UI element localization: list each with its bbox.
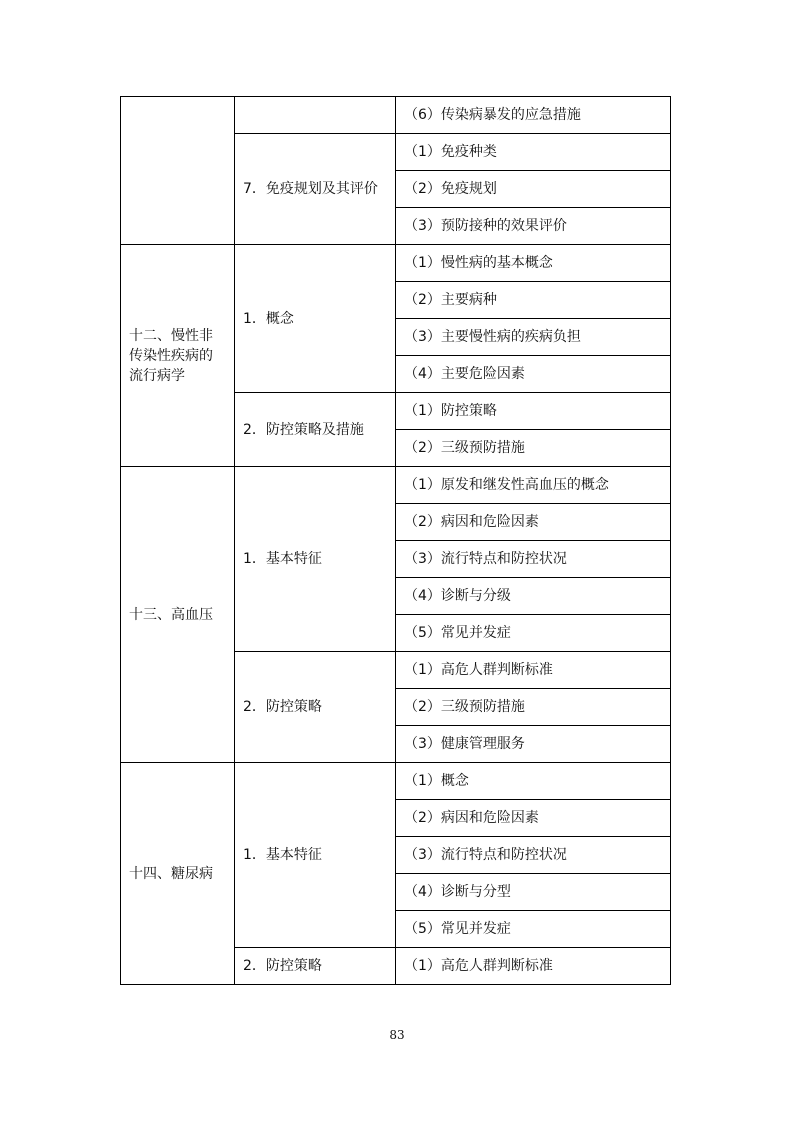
unit-title-cell: 十三、高血压 bbox=[121, 467, 235, 763]
unit-title-cell: 十四、糖尿病 bbox=[121, 763, 235, 985]
subtopic-cell: （1）免疫种类 bbox=[396, 134, 671, 171]
subtopic-cell: （2）主要病种 bbox=[396, 282, 671, 319]
subtopic-cell: （3）预防接种的效果评价 bbox=[396, 208, 671, 245]
unit-title-cell: 十二、慢性非传染性疾病的流行病学 bbox=[121, 245, 235, 467]
subtopic-cell: （1）高危人群判断标准 bbox=[396, 652, 671, 689]
topic-cell: 2．防控策略 bbox=[235, 948, 396, 985]
syllabus-table bbox=[120, 96, 671, 985]
topic-cell: 1．概念 bbox=[235, 245, 396, 393]
topic-cell bbox=[235, 97, 396, 134]
subtopic-cell: （2）病因和危险因素 bbox=[396, 504, 671, 541]
subtopic-cell: （4）诊断与分级 bbox=[396, 578, 671, 615]
subtopic-cell: （4）诊断与分型 bbox=[396, 874, 671, 911]
subtopic-cell: （3）流行特点和防控状况 bbox=[396, 837, 671, 874]
table-row bbox=[121, 245, 671, 282]
subtopic-cell: （1）防控策略 bbox=[396, 393, 671, 430]
subtopic-cell: （1）原发和继发性高血压的概念 bbox=[396, 467, 671, 504]
unit-title-cell bbox=[121, 97, 235, 245]
subtopic-cell: （1）慢性病的基本概念 bbox=[396, 245, 671, 282]
topic-cell: 7．免疫规划及其评价 bbox=[235, 134, 396, 245]
table-row bbox=[121, 763, 671, 800]
subtopic-cell: （3）流行特点和防控状况 bbox=[396, 541, 671, 578]
syllabus-table-body bbox=[121, 97, 671, 985]
table-row bbox=[121, 97, 671, 134]
topic-cell: 1．基本特征 bbox=[235, 763, 396, 948]
subtopic-cell: （5）常见并发症 bbox=[396, 911, 671, 948]
subtopic-cell: （3）主要慢性病的疾病负担 bbox=[396, 319, 671, 356]
topic-cell: 1．基本特征 bbox=[235, 467, 396, 652]
subtopic-cell: （6）传染病暴发的应急措施 bbox=[396, 97, 671, 134]
subtopic-cell: （4）主要危险因素 bbox=[396, 356, 671, 393]
subtopic-cell: （2）三级预防措施 bbox=[396, 689, 671, 726]
table-row bbox=[121, 467, 671, 504]
subtopic-cell: （1）概念 bbox=[396, 763, 671, 800]
topic-cell: 2．防控策略及措施 bbox=[235, 393, 396, 467]
subtopic-cell: （5）常见并发症 bbox=[396, 615, 671, 652]
topic-cell: 2．防控策略 bbox=[235, 652, 396, 763]
subtopic-cell: （3）健康管理服务 bbox=[396, 726, 671, 763]
subtopic-cell: （2）免疫规划 bbox=[396, 171, 671, 208]
subtopic-cell: （2）病因和危险因素 bbox=[396, 800, 671, 837]
page-number: 83 bbox=[389, 1028, 405, 1042]
subtopic-cell: （2）三级预防措施 bbox=[396, 430, 671, 467]
subtopic-cell: （1）高危人群判断标准 bbox=[396, 948, 671, 985]
